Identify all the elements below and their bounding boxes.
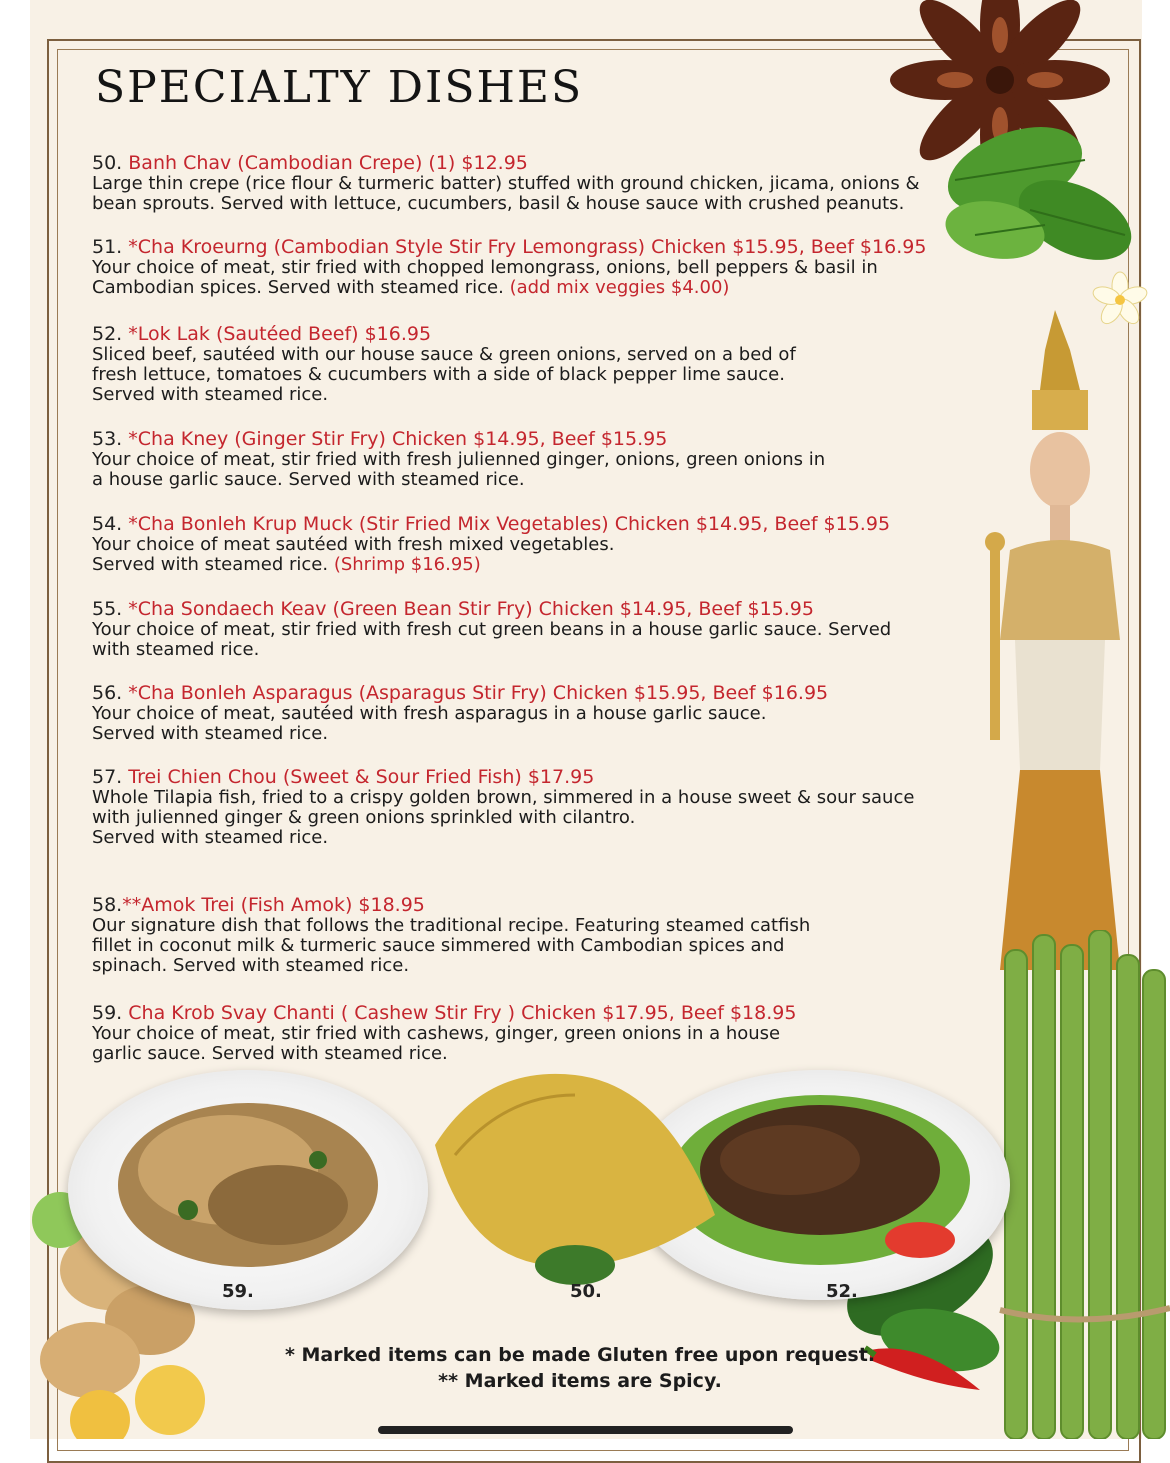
menu-item — [92, 236, 972, 298]
menu-item-description: Whole Tilapia fish, fried to a crispy golden brown, simmered in a house sweet & sour sauce with julienned ginger & green onions sprinkled with cilantro. Served with steamed rice. — [92, 787, 915, 848]
menu-item — [92, 682, 972, 744]
menu-item-title: 52. *Lok Lak (Sautéed Beef) $16.95 — [92, 323, 432, 345]
apsara-dancer-illustration — [970, 310, 1145, 970]
menu-item-description: Your choice of meat, stir fried with chopped lemongrass, onions, bell peppers & basil in Cambodian spices. Served with steamed rice. (add mix veggies $4.00) — [92, 257, 878, 298]
menu-item-title: 59. Cha Krob Svay Chanti ( Cashew Stir Fry ) Chicken $17.95, Beef $18.95 — [92, 1002, 797, 1024]
photo-label-50: 50. — [570, 1281, 602, 1302]
menu-item-title: 51. *Cha Kroeurng (Cambodian Style Stir Fry Lemongrass) Chicken $15.95, Beef $16.95 — [92, 236, 927, 258]
menu-item — [92, 598, 972, 660]
menu-item — [92, 894, 972, 976]
footer-notes — [250, 1342, 910, 1394]
menu-item-description: Your choice of meat, stir fried with fresh cut green beans in a house garlic sauce. Served with steamed rice. — [92, 619, 892, 660]
horizontal-scrollbar[interactable] — [378, 1426, 793, 1434]
menu-item — [92, 1002, 972, 1064]
menu-item-title: 57. Trei Chien Chou (Sweet & Sour Fried Fish) $17.95 — [92, 766, 595, 788]
photo-label-52: 52. — [826, 1281, 858, 1302]
menu-item-title: 56. *Cha Bonleh Asparagus (Asparagus Stir Fry) Chicken $15.95, Beef $16.95 — [92, 682, 829, 704]
menu-item — [92, 152, 972, 214]
menu-item-description: Your choice of meat, sautéed with fresh asparagus in a house garlic sauce. Served with steamed rice. — [92, 703, 767, 744]
menu-item — [92, 513, 972, 575]
menu-item-addon: (add mix veggies $4.00) — [509, 277, 730, 298]
photo-label-59: 59. — [222, 1281, 254, 1302]
menu-item-description: Your choice of meat, stir fried with cashews, ginger, green onions in a house garlic sauce. Served with steamed rice. — [92, 1023, 781, 1064]
menu-item — [92, 766, 972, 848]
menu-item-title: 54. *Cha Bonleh Krup Muck (Stir Fried Mix Vegetables) Chicken $14.95, Beef $15.95 — [92, 513, 891, 535]
menu-item-description: Our signature dish that follows the traditional recipe. Featuring steamed catfish fillet in coconut milk & turmeric sauce simmered with Cambodian spices and spinach. Served with steamed rice. — [92, 915, 811, 976]
gluten-free-note: * Marked items can be made Gluten free upon request. — [284, 1344, 876, 1366]
page-title: SPECIALTY DISHES — [95, 62, 584, 113]
menu-item-description: Your choice of meat, stir fried with fresh julienned ginger, onions, green onions in a house garlic sauce. Served with steamed rice. — [92, 449, 826, 490]
menu-item-description: Sliced beef, sautéed with our house sauce & green onions, served on a bed of fresh lettuce, tomatoes & cucumbers with a side of black pepper lime sauce. Served with steamed rice. — [92, 344, 796, 405]
cashew-stir-fry-photo — [68, 1070, 428, 1310]
menu-item — [92, 428, 972, 490]
menu-item-title: 50. Banh Chav (Cambodian Crepe) (1) $12.95 — [92, 152, 528, 174]
menu-item-title: 53. *Cha Kney (Ginger Stir Fry) Chicken $14.95, Beef $15.95 — [92, 428, 668, 450]
menu-item-title: 55. *Cha Sondaech Keav (Green Bean Stir Fry) Chicken $14.95, Beef $15.95 — [92, 598, 814, 620]
menu-item-addon: (Shrimp $16.95) — [333, 554, 481, 575]
menu-item-title: 58.**Amok Trei (Fish Amok) $18.95 — [92, 894, 425, 916]
spicy-note: ** Marked items are Spicy. — [438, 1370, 722, 1392]
menu-item — [92, 323, 972, 405]
menu-item-description: Large thin crepe (rice flour & turmeric batter) stuffed with ground chicken, jicama, onions & bean sprouts. Served with lettuce, cucumbers, basil & house sauce with crushed peanuts. — [92, 173, 920, 214]
menu-item-description: Your choice of meat sautéed with fresh mixed vegetables. Served with steamed rice. (Shrimp $16.95) — [92, 534, 615, 575]
banh-chav-crepe-photo — [425, 1065, 725, 1295]
